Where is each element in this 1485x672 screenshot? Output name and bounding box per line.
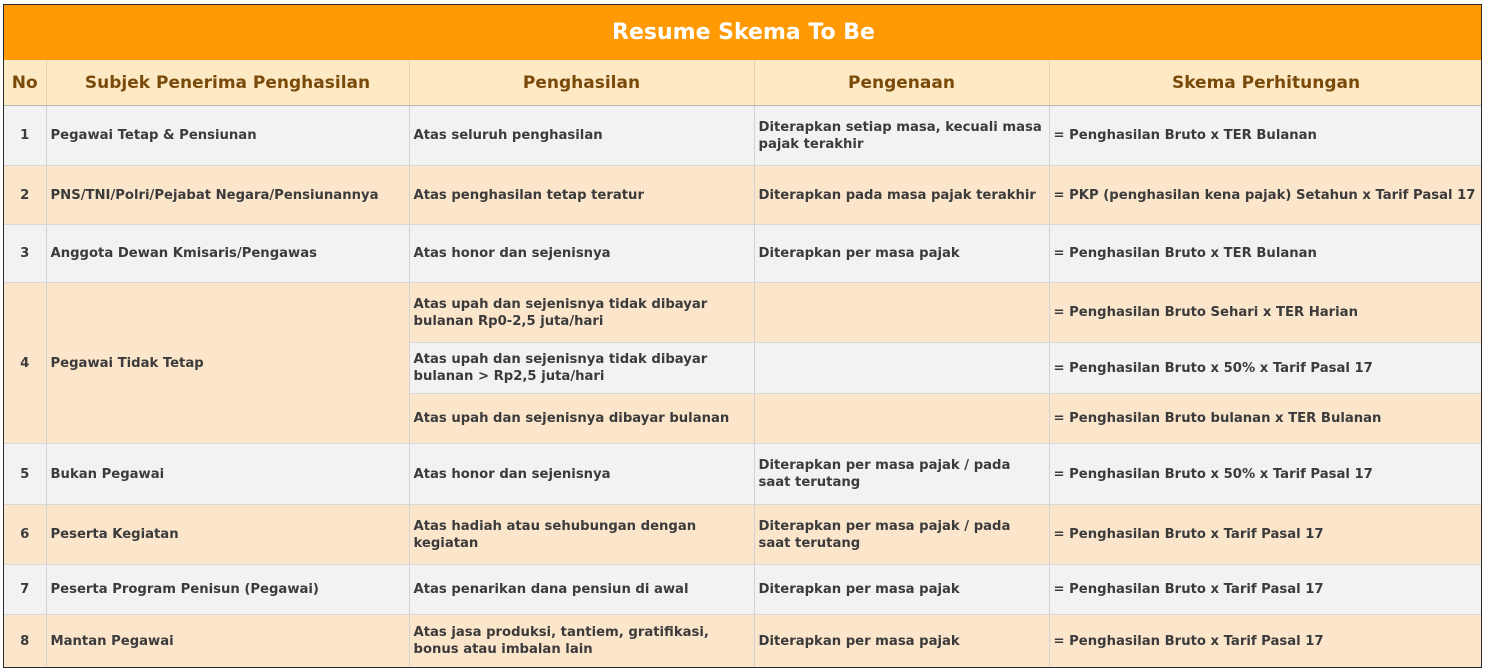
row-subjek: Peserta Program Penisun (Pegawai) xyxy=(46,565,409,615)
row-pengenaan xyxy=(754,343,1049,394)
row-skema: = Penghasilan Bruto x Tarif Pasal 17 xyxy=(1049,565,1482,615)
row-no: 6 xyxy=(4,505,46,565)
table-row xyxy=(4,225,1482,283)
row-pengenaan: Diterapkan setiap masa, kecuali masa pajak terakhir xyxy=(754,106,1049,166)
row-skema: = PKP (penghasilan kena pajak) Setahun x Tarif Pasal 17 xyxy=(1049,166,1482,225)
row-penghasilan: Atas penarikan dana pensiun di awal xyxy=(409,565,754,615)
row-pengenaan: Diterapkan per masa pajak xyxy=(754,615,1049,668)
table-row xyxy=(4,166,1482,225)
row-subjek: Pegawai Tetap & Pensiunan xyxy=(46,106,409,166)
row-pengenaan: Diterapkan pada masa pajak terakhir xyxy=(754,166,1049,225)
table-row xyxy=(4,283,1482,343)
resume-table xyxy=(4,5,1482,668)
header-skema: Skema Perhitungan xyxy=(1049,60,1482,106)
row-pengenaan: Diterapkan per masa pajak / pada saat terutang xyxy=(754,505,1049,565)
table-title: Resume Skema To Be xyxy=(4,5,1482,60)
row-skema: = Penghasilan Bruto bulanan x TER Bulanan xyxy=(1049,394,1482,444)
row-pengenaan xyxy=(754,394,1049,444)
row-no: 2 xyxy=(4,166,46,225)
header-penghasilan: Penghasilan xyxy=(409,60,754,106)
row-subjek: Mantan Pegawai xyxy=(46,615,409,668)
row-subjek: PNS/TNI/Polri/Pejabat Negara/Pensiunannya xyxy=(46,166,409,225)
row-no: 1 xyxy=(4,106,46,166)
header-row xyxy=(4,60,1482,106)
row-no: 3 xyxy=(4,225,46,283)
row-no: 8 xyxy=(4,615,46,668)
row-skema: = Penghasilan Bruto x Tarif Pasal 17 xyxy=(1049,615,1482,668)
row-pengenaan xyxy=(754,283,1049,343)
row-skema: = Penghasilan Bruto Sehari x TER Harian xyxy=(1049,283,1482,343)
table-row xyxy=(4,505,1482,565)
row-subjek: Bukan Pegawai xyxy=(46,444,409,505)
row-no: 7 xyxy=(4,565,46,615)
row-no: 4 xyxy=(4,283,46,444)
table-row xyxy=(4,615,1482,668)
row-skema: = Penghasilan Bruto x TER Bulanan xyxy=(1049,225,1482,283)
header-pengenaan: Pengenaan xyxy=(754,60,1049,106)
row-subjek: Anggota Dewan Kmisaris/Pengawas xyxy=(46,225,409,283)
row-pengenaan: Diterapkan per masa pajak / pada saat terutang xyxy=(754,444,1049,505)
header-subjek: Subjek Penerima Penghasilan xyxy=(46,60,409,106)
row-penghasilan: Atas upah dan sejenisnya tidak dibayar bulanan > Rp2,5 juta/hari xyxy=(409,343,754,394)
resume-table-container xyxy=(3,4,1482,668)
row-skema: = Penghasilan Bruto x Tarif Pasal 17 xyxy=(1049,505,1482,565)
row-pengenaan: Diterapkan per masa pajak xyxy=(754,565,1049,615)
header-no: No xyxy=(4,60,46,106)
row-penghasilan: Atas honor dan sejenisnya xyxy=(409,444,754,505)
row-skema: = Penghasilan Bruto x 50% x Tarif Pasal 17 xyxy=(1049,343,1482,394)
row-penghasilan: Atas penghasilan tetap teratur xyxy=(409,166,754,225)
row-subjek: Peserta Kegiatan xyxy=(46,505,409,565)
row-penghasilan: Atas jasa produksi, tantiem, gratifikasi, bonus atau imbalan lain xyxy=(409,615,754,668)
table-row xyxy=(4,565,1482,615)
row-skema: = Penghasilan Bruto x 50% x Tarif Pasal 17 xyxy=(1049,444,1482,505)
row-skema: = Penghasilan Bruto x TER Bulanan xyxy=(1049,106,1482,166)
row-penghasilan: Atas seluruh penghasilan xyxy=(409,106,754,166)
row-penghasilan: Atas upah dan sejenisnya tidak dibayar bulanan Rp0-2,5 juta/hari xyxy=(409,283,754,343)
table-row xyxy=(4,444,1482,505)
row-penghasilan: Atas hadiah atau sehubungan dengan kegiatan xyxy=(409,505,754,565)
row-subjek: Pegawai Tidak Tetap xyxy=(46,283,409,444)
row-penghasilan: Atas honor dan sejenisnya xyxy=(409,225,754,283)
table-row xyxy=(4,106,1482,166)
row-pengenaan: Diterapkan per masa pajak xyxy=(754,225,1049,283)
row-penghasilan: Atas upah dan sejenisnya dibayar bulanan xyxy=(409,394,754,444)
row-no: 5 xyxy=(4,444,46,505)
